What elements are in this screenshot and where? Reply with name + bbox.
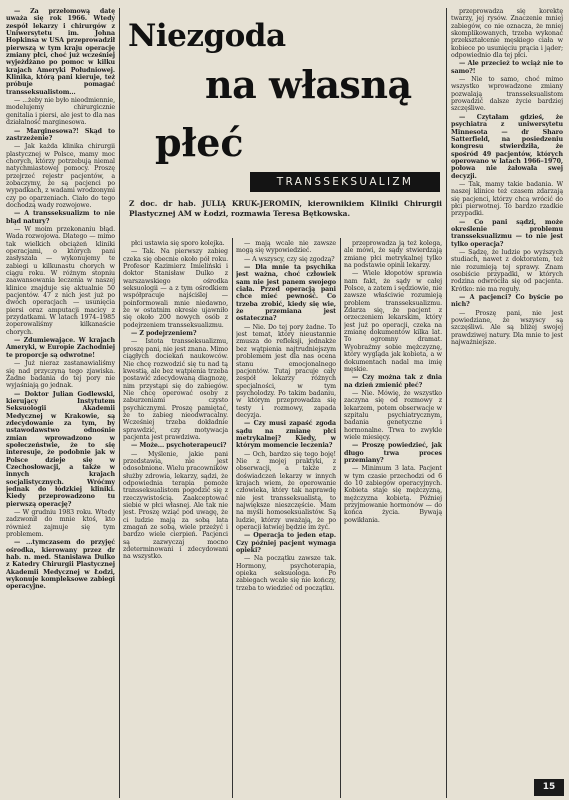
column-rule — [119, 8, 120, 798]
interview-question: — ...tymczasem do przyjęć ośrodka, kierowany przez dr hab. n. med. Stanisława Dulko z Katedry Chirurgii Plastycznej Akademii Medycznej w Łodzi, wykonuje kompleksowe zabiegi operacyjne. — [6, 539, 115, 591]
interview-answer: — A wszyscy, czy się zgodzą? — [244, 255, 335, 263]
interview-answer: przeprowadza się korektę twarzy, jej rysów. Znaczenie mniej zabiegów, co nie oznacza, że mniej skomplikowanych, trzeba wykonać przekształcenie męskiego ciała w kobiece po usunięciu prącia i jąder; odpowiednio dla tej płci. — [451, 8, 563, 60]
interview-answer: — Minimum 3 lata. Pacjent w tym czasie przechodzi od 6 do 10 zabiegów operacyjnych. Kobieta staje się mężczyzną, mężczyzna kobietą. Później przyjmowanie hormonów — do końca życia. Bywają powikłania. — [344, 465, 442, 524]
interview-answer: — Istota transseksualizmu, proszę pani, nie jest znana. Mimo ciągłych dociekań naukowców. Nie chcę rozwodzić się tu nad tą kwestią, ale bez wątpienia trzeba postawić zdecydowaną diagnozę, nim przystąpi się do zabiegów. Nie chcę operować osoby z zaburzeniami czysto psychicznymi. Proszę pamiętać, że to zabieg nieodwracalny. Wcześniej trzeba dokładnie sprawdzić, czy motywacja pacjenta jest prawdziwa. — [123, 338, 228, 441]
interview-question: — Operacja to jeden etap. Czy później pacjent wymaga opieki? — [236, 532, 336, 555]
article-column-5 — [451, 8, 563, 776]
interview-answer: — Już nieraz zastanawialiśmy się nad przyczyną tego zjawiska. Żadne badania do tej pory nie wyjaśniają go jednak. — [6, 360, 115, 390]
column-rule — [232, 238, 233, 798]
interview-answer: — Wiele kłopotów sprawia nam fakt, że sądy w całej Polsce, a zatem i sędziowie, nie zawsze właściwie rozumieją problem transseksualizmu. Zdarza się, że pacjent z orzeczeniem lekarskim, który jest już po operacji, czeka na zmianę dokumentów kilka lat. To ogromny dramat. Wyobraźmy sobie mężczyznę, który wygląda jak kobieta, a w dokumentach nadal ma imię męskie. — [344, 270, 442, 373]
interview-answer: — W grudniu 1983 roku. Wtedy zadzwonił do mnie ktoś, kto również zajmuje się tym problemem. — [6, 509, 115, 539]
interview-answer: — Nie to samo, choć mimo wszystko wprowadzone zmiany pozwalają transseksualistom prowadzić dalsze życie bardziej szczęśliwe. — [451, 76, 563, 113]
interview-answer: płci ustawia się sporo kolejka. — [131, 240, 225, 247]
interview-answer: — Sądzę, że ludzie po wyższych studiach, nawet z doktoratem, też nie rozumieją tej sprawy. Znam osobiście przypadki, w których rodzina odwróciła się od pacjenta. Krótko: nie ma reguły. — [451, 249, 563, 293]
headline-line-3: płeć — [155, 120, 244, 165]
interview-answer: — Jak każda klinika chirurgii plastycznej w Polsce, mamy moc chorych, którzy potrzebują niemal natychmiastowej pomocy. Proszę przejrzeć rejestr pacjentów, a zobaczymy, że są pacjenci po wypadkach, z wadami wrodzonymi czy po oparzeniach. Ciało do tego dochodzą wady rozwojowe. — [6, 143, 115, 209]
headline-line-1: Niezgoda — [128, 18, 286, 54]
interview-answer: — Tak. Na pierwszy zabieg czeka się obecnie około pół roku. Profesor Kazimierz Imieliński i doktor Stanisław Dulko z warszawskiego ośrodka seksuologii — a z tym ośrodkiem współpracuje najściślej — poinformowali mnie niedawno, że w ostatnim okresie ujawniło się około 200 nowych osób z podejrzeniem transseksualizmu. — [123, 248, 228, 329]
interview-answer: — Proszę pani, nie jest powiedziane, że wszyscy są szczęśliwi. Ale są bliżej swojej prawdziwej natury. Dla mnie to jest najważniejsze. — [451, 309, 563, 347]
article-column-2 — [123, 240, 228, 798]
interview-answer: — Myślenie, jakie pani przedstawia, nie jest odosobnione. Wielu pracowników służby zdrowia, lekarzy, sądzi, że odpowiednia terapia pomoże transseksualistom pogodzić się z rzeczywistością. Zaakceptować siebie w płci własnej. Ale tak nie jest. Proszę wziąć pod uwagę, że ci ludzie mają za sobą lata zmagań ze sobą, wiele przeżyć i bardzo wiele cierpień. Pacjenci są zazwyczaj mocno zdeterminowani i zdecydowani na wszystko. — [123, 450, 228, 561]
article-column-1 — [6, 8, 115, 798]
headline-line-2: na własną — [205, 62, 412, 107]
interview-answer: — Nie. Mówię, że wszystko zaczyna się od rozmowy z lekarzem, potem obserwacje w szpitalu psychiatrycznym, badania genetyczne i hormonalne. Trwa to zwykle wiele miesięcy. — [344, 389, 442, 441]
interview-answer: przeprowadza ją też kolega, ale mówi, że sądy stwierdzają zmianę płci metrykalnej tylko na podstawie opinii lekarzy. — [344, 240, 442, 270]
interview-question: — Zdumiewające. W krajach Ameryki, w Europie Zachodniej te proporcje są odwrotne! — [6, 337, 115, 359]
interview-question: — Czytałam gdzieś, że psychiatra z uniwersytetu Minnesota — dr Sharo Satterfield, na posiedzeniu kongresu stwierdziła, że spośród 49 pacjentów, których operowano w latach 1966–1970, połowa nie żałowała swej decyzji. — [451, 113, 563, 180]
interview-question: — Ale przecież to wciąż nie to samo?! — [451, 60, 563, 75]
interview-question: — Dla mnie ta psychika jest ważna, choć człowiek sam nie jest panem swojego ciała. Przed operacją pani chce mieć pewność. Co trzeba zrobić, kiedy się wie, że przemiana jest ostateczna? — [236, 264, 336, 323]
interview-answer: — ...żeby nie było nieodmiennie, modelujemy chirurgicznie genitalia i piersi, ale jest to dla nas działalność marginesowa. — [6, 97, 115, 127]
interview-question: — Doktor Julian Godlewski, kierujący Instytutem Seksuologii Akademii Medycznej w Krakowie, są zdecydowanie za tym, by ustawodawstwo odnośnie zmian wprowadzono w społeczeństwie, że to się interesuje, że podobnie jak w Polsce dzieje się w Czechosłowacji, a także w innych krajach socjalistycznych. Wróćmy jednak do łódzkiej kliniki. Kiedy przeprowadzono tu pierwszą operację? — [6, 390, 115, 508]
interview-question: — Czy można tak z dnia na dzień zmienić płeć? — [344, 374, 442, 389]
column-rule — [446, 8, 447, 798]
page-number: 15 — [534, 779, 564, 796]
interview-answer: — Na początku zawsze tak. Hormony, psychoterapia, opieka seksuologa. Po zabiegach wcale się nie kończy, trzeba to wiedzieć od początku. — [236, 555, 336, 592]
interview-question: — Marginesowa?! Skąd to zastrzeżenie? — [6, 127, 115, 142]
interview-answer: — mają wcale nie zawsze mogą się wypowiedzieć. — [236, 240, 336, 255]
interview-question: — Proszę powiedzieć, jak długo trwa proces przemiany? — [344, 442, 442, 464]
column-rule — [340, 238, 341, 798]
interview-answer: — Tak, mamy takie badania. W naszej klinice też czasem zdarzają się pacjenci, którzy chcą wrócić do płci pierwotnej. To bardzo rzadkie przypadki. — [451, 180, 563, 218]
interview-question: — A transseksualizm to nie błąd natury? — [6, 210, 115, 225]
article-lede: Z doc. dr hab. JULIĄ KRUK-JEROMIN, kierownikiem Kliniki Chirurgii Plastycznej AM w Łodzi, rozmawia Teresa Bętkowska. — [129, 199, 442, 219]
interview-answer: — W moim przekonaniu błąd. Wada rozwojowa. Dlatego — mimo tak wielkich obciążeń kliniki operacjami, o których pani zasłyszała — wykonujemy te zabiegi u kilkunastu chorych w ciągu roku. W różnym stopniu zaawansowania leczenia w naszej klinice znajduje się aktualnie 50 pacjentów. 47 z nich jest już po dwóch operacjach — usunięcia piersi oraz amputacji macicy z przydatkami. W latach 1974–1985 zoperowaliśmy kilkanaście chorych. — [6, 225, 115, 336]
article-column-4 — [344, 240, 442, 798]
interview-answer: — Nie. Do tej pory żadne. To jest temat, który nieustannie zmusza do refleksji, jednakże bez wątpienia najtrudniejszym problemem jest dla nas ocena stanu emocjonalnego pacjentów. Tutaj pracuje cały zespół lekarzy różnych specjalności, w tym psycholodzy. Po takim badaniu, w którym przeprowadza się testy i rozmowy, zapada decyzja. — [236, 323, 336, 419]
interview-question: — Czy musi zapaść zgoda sądu na zmianę płci metrykalnej? Kiedy, w którym momencie leczenia? — [236, 420, 336, 450]
interview-question: — Może... psychoterapeuci? — [131, 442, 227, 450]
interview-question: — Za przełomową datę uważa się rok 1966. Wtedy zespół lekarzy i chirurgów z Uniwersytetu im. Johna Hopkinsa w USA przeprowadził pierwszą w tym kraju operację zmiany płci, choć już wcześniej wyjeżdżano po pomoc w kilku krajach Ameryki Południowej. Klinika, którą pani kieruje, też próbuje pomagać transseksualistom... — [6, 8, 115, 96]
interview-question: — Co pani sądzi, może określenie problemu transseksualizmu — to nie jest tylko operacja? — [451, 218, 563, 248]
article-column-3 — [236, 240, 336, 798]
interview-answer: — Och, bardzo się tego boję! Nie z mojej praktyki, z obserwacji, a także z doświadczeń lekarzy w innych krajach wiem, że operowanie człowieka, który tak naprawdę nie jest transseksualistą, to największe nieszczęście. Mam na myśli homoseksualistów. Są ludzie, którzy uważają, że po operacji łatwiej będzie im żyć. — [236, 450, 336, 532]
section-banner: TRANSSEKSUALIZM — [250, 172, 440, 192]
interview-question: — Z podejrzeniem? — [131, 330, 197, 338]
interview-question: — A pacjenci? Co byście po nich? — [451, 294, 563, 309]
